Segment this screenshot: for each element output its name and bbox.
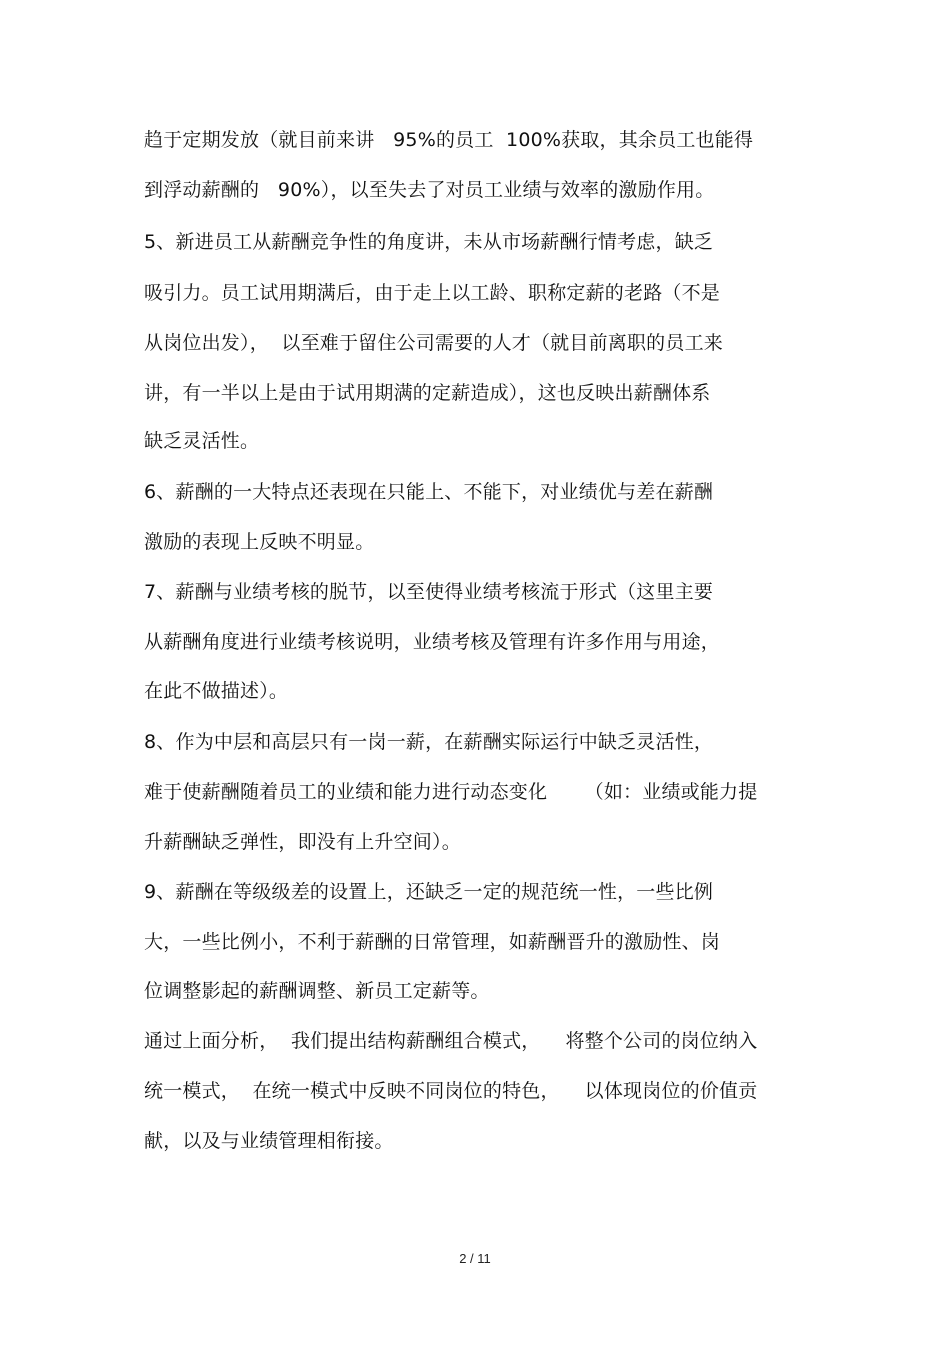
text-line: 趋于定期发放（就目前来讲 95%的员工 100%获取，其余员工也能得 [144,129,754,151]
text-line: 位调整影起的薪酬调整、新员工定薪等。 [144,980,490,1002]
text-line: 从岗位出发）， 以至难于留住公司需要的人才（就目前离职的员工来 [144,332,723,354]
text-line: 在此不做描述）。 [144,680,289,702]
text-line: 统一模式， 在统一模式中反映不同岗位的特色， 以体现岗位的价值贡 [144,1080,758,1102]
text-line: 9、薪酬在等级级差的设置上，还缺乏一定的规范统一性，一些比例 [144,881,714,903]
text-line: 大，一些比例小，不利于薪酬的日常管理，如薪酬晋升的激励性、岗 [144,931,721,953]
text-line: 难于使薪酬随着员工的业绩和能力进行动态变化 （如：业绩或能力提 [144,781,758,803]
text-line: 通过上面分析， 我们提出结构薪酬组合模式， 将整个公司的岗位纳入 [144,1030,758,1052]
text-line: 从薪酬角度进行业绩考核说明，业绩考核及管理有许多作用与用途， [144,631,721,653]
text-line: 升薪酬缺乏弹性，即没有上升空间）。 [144,831,461,853]
text-line: 献，以及与业绩管理相衔接。 [144,1130,394,1152]
text-line: 7、薪酬与业绩考核的脱节，以至使得业绩考核流于形式（这里主要 [144,581,714,603]
text-line: 5、新进员工从薪酬竞争性的角度讲，未从市场薪酬行情考虑，缺乏 [144,231,714,253]
text-line: 缺乏灵活性。 [144,430,260,452]
text-line: 6、薪酬的一大特点还表现在只能上、不能下，对业绩优与差在薪酬 [144,481,714,503]
text-line: 讲，有一半以上是由于试用期满的定薪造成），这也反映出薪酬体系 [144,382,711,404]
text-line: 到浮动薪酬的 90%），以至失去了对员工业绩与效率的激励作用。 [144,179,715,201]
text-line: 激励的表现上反映不明显。 [144,531,375,553]
text-line: 吸引力。员工试用期满后，由于走上以工龄、职称定薪的老路（不是 [144,282,721,304]
text-line: 8、作为中层和高层只有一岗一薪，在薪酬实际运行中缺乏灵活性， [144,731,714,753]
page-number: 2 / 11 [459,1251,491,1266]
